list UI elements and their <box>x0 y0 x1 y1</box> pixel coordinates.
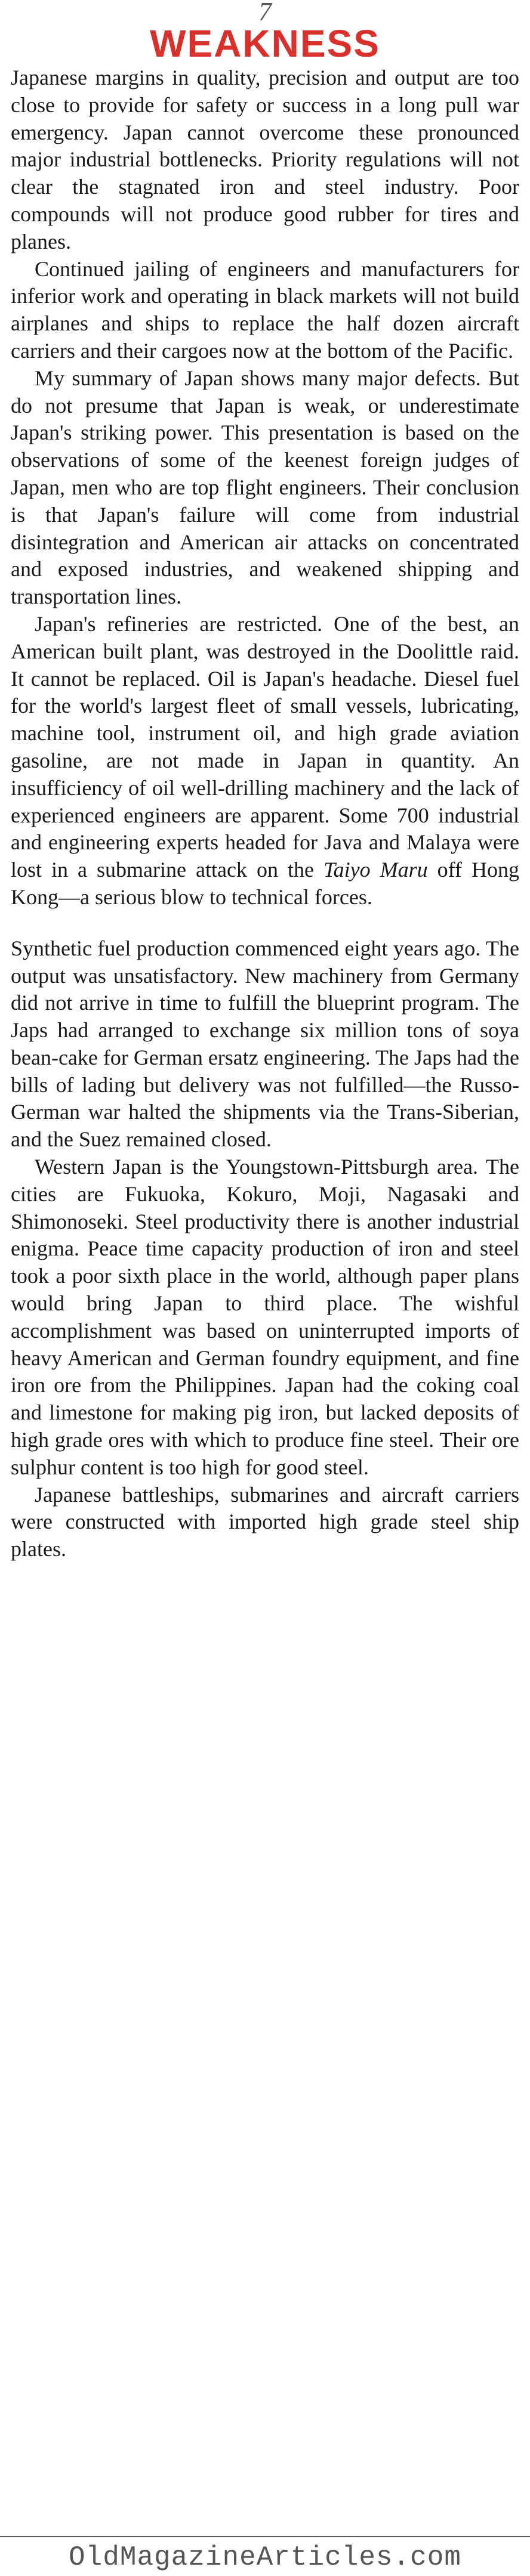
paragraph-4 <box>11 611 519 911</box>
footer-divider <box>0 2536 530 2537</box>
paragraph-5: Synthetic fuel production commenced eight years ago. The output was unsatisfactory. New machinery from Germany did not arrive in time to fulfill the blueprint program. The Japs had arranged to exchange six million tons of soya bean-cake for German ersatz engineering. The Japs had the bills of lading but delivery was not fulfilled—the Russo-German war halted the shipments via the Trans-Siberian, and the Suez remained closed. <box>11 936 519 1152</box>
ship-name-italic: Taiyo Maru <box>323 858 428 882</box>
paragraph-4-text-after: off Hong Kong—a serious blow to technical forces. <box>11 858 520 909</box>
page-number: 7 <box>258 0 272 26</box>
site-watermark: OldMagazineArticles.com <box>69 2542 461 2573</box>
paragraph-6: Western Japan is the Youngstown-Pittsburgh area. The cities are Fukuoka, Kokuro, Moji, Nagasaki and Shimonoseki. Steel productivity there is another industrial enigma. Peace time capacity production of iron and steel took a poor sixth place in the world, although paper plans would bring Japan to third place. The wishful accomplishment was based on uninterrupted imports of heavy American and German foundry equipment, and fine iron ore from the Philippines. Japan had the coking coal and limestone for making pig iron, but lacked deposits of high grade ores with which to produce fine steel. Their ore sulphur content is too high for good steel. <box>11 1155 519 1479</box>
article-body <box>11 64 519 1563</box>
paragraph-3: My summary of Japan shows many major defects. But do not presume that Japan is weak, or underestimate Japan's striking power. This presentation is based on the observations of some of the keenest foreign judges of Japan, men who are top flight engineers. Their conclusion is that Japan's failure will come from industrial disintegration and American air attacks on concentrated and exposed industries, and weakened shipping and transportation lines. <box>11 366 519 609</box>
article-headline: WEAKNESS <box>150 22 380 65</box>
paragraph-1: Japanese margins in quality, precision and output are too close to provide for safety or success in a long pull war emergency. Japan cannot overcome these pronounced major industrial bottlenecks. Priority regulations will not clear the stagnated iron and steel industry. Poor compounds will not produce good rubber for tires and planes. <box>11 66 519 253</box>
paragraph-2: Continued jailing of engineers and manufacturers for inferior work and operating in black markets will not build airplanes and ships to replace the half dozen aircraft carriers and their cargoes now at the bottom of the Pacific. <box>11 256 519 363</box>
paragraph-7: Japanese battleships, submarines and aircraft carriers were constructed with imported high grade steel ship plates. <box>11 1482 519 1561</box>
paragraph-4-text-before: Japan's refineries are restricted. One of the best, an American built plant, was destroyed in the Doolittle raid. It cannot be replaced. Oil is Japan's headache. Diesel fuel for the world's largest fleet of small vessels, lubricating, machine tool, instrument oil, and high grade aviation gasoline, are not made in Japan in quantity. An insufficiency of oil well-drilling machinery and the lack of experienced engineers are apparent. Some 700 industrial and engineering experts headed for Java and Malaya were lost in a submarine attack on the <box>11 611 519 882</box>
